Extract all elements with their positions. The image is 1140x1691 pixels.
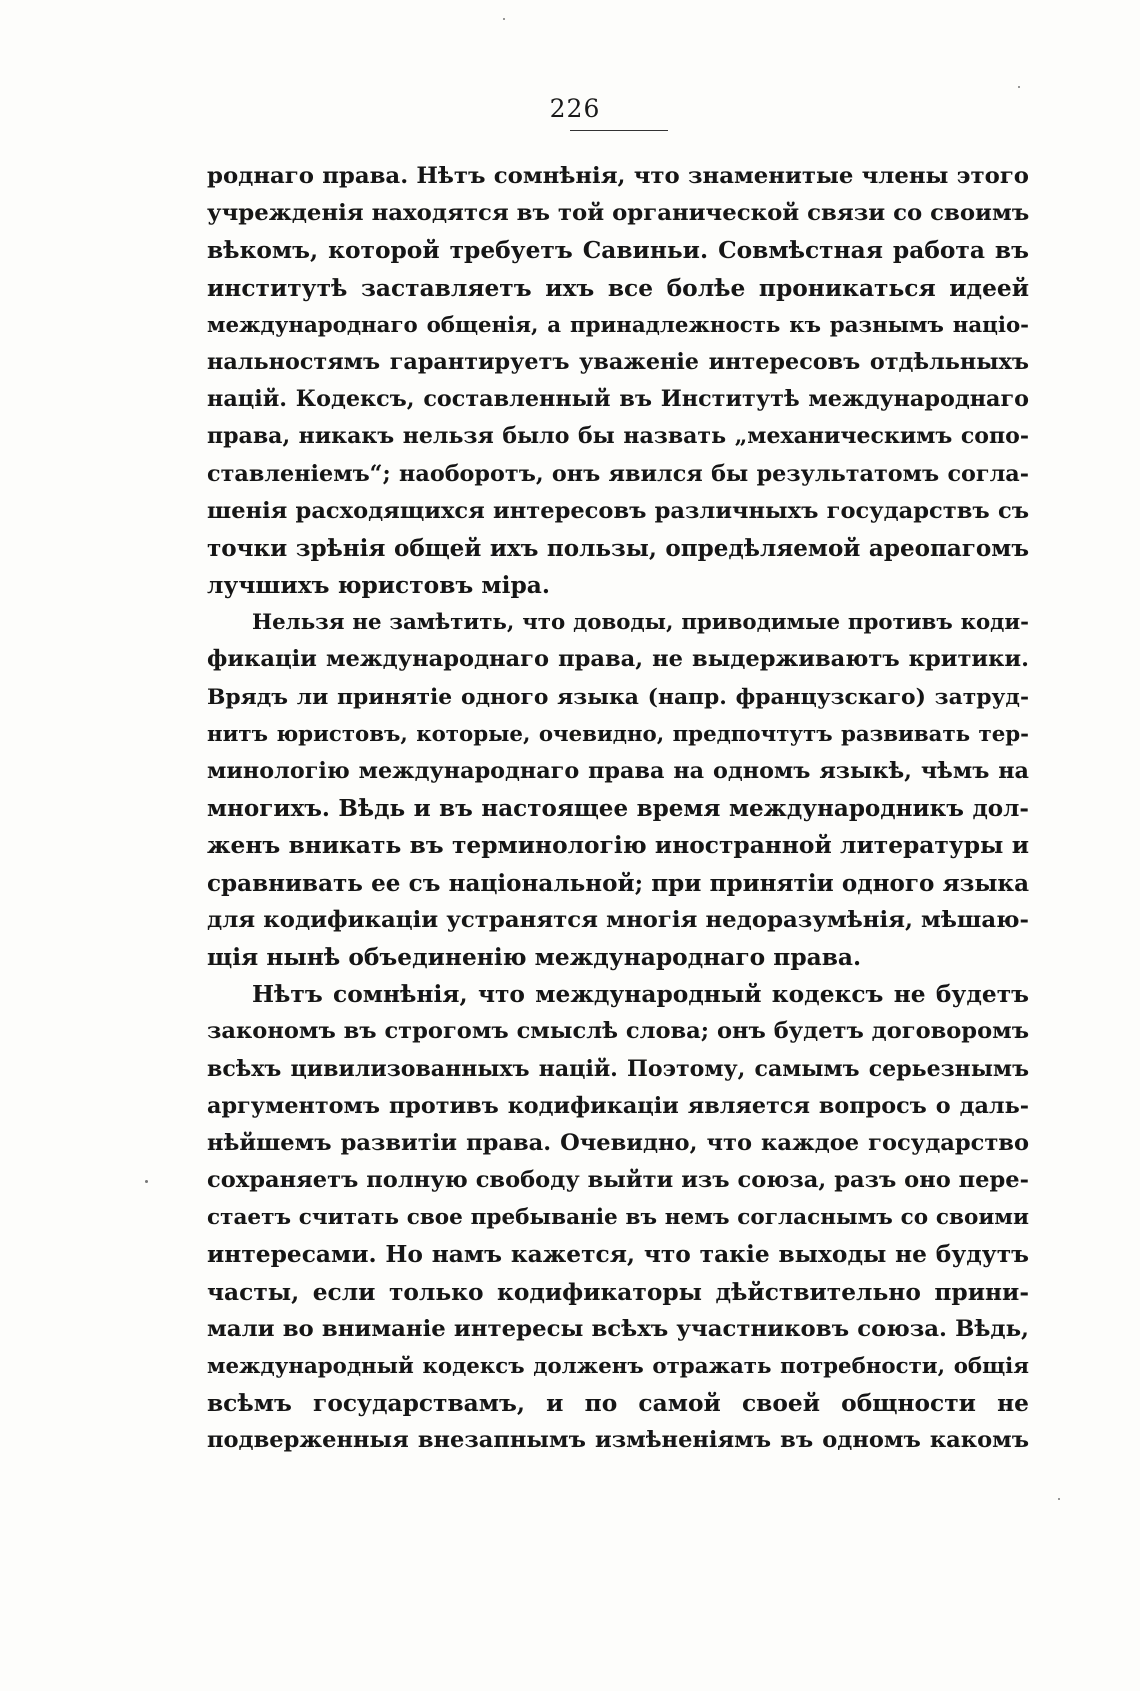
text-line: многихъ. Вѣдь и въ настоящее время международникъ дол- — [207, 795, 1029, 823]
text-line: мали во вниманіе интересы всѣхъ участниковъ союза. Вѣдь, — [207, 1315, 1029, 1342]
page-number: 226 — [549, 94, 601, 123]
text-line: фикаціи международнаго права, не выдерживаютъ критики. — [207, 646, 1029, 673]
text-line: сравнивать ее съ національной; при принятіи одного языка — [207, 869, 1029, 897]
scan-speck — [503, 18, 505, 20]
text-line: учрежденія находятся въ той органической связи со своимъ — [207, 200, 1029, 227]
text-line: Врядъ ли принятіе одного языка (напр. французскаго) затруд- — [207, 684, 1029, 710]
text-line: женъ вникать въ терминологію иностранной литературы и — [207, 832, 1029, 860]
text-line: нитъ юристовъ, которые, очевидно, предпочтутъ развивать тер- — [207, 721, 1029, 747]
text-line: права, никакъ нельзя было бы назвать „механическимъ сопо- — [207, 423, 1029, 450]
text-line: для кодификаціи устранятся многія недоразумѣнія, мѣшаю- — [207, 906, 1029, 933]
text-line: націй. Кодексъ, составленный въ Институтѣ международнаго — [207, 386, 1029, 413]
text-line: институтѣ заставляетъ ихъ все болѣе проникаться идеей — [207, 274, 1029, 302]
text-line: интересами. Но намъ кажется, что такіе выходы не будутъ — [207, 1241, 1029, 1269]
text-line: вѣкомъ, которой требуетъ Савиньи. Совмѣстная работа въ — [207, 237, 1029, 265]
body-text — [207, 158, 1029, 1460]
text-line: международный кодексъ долженъ отражать потребности, общія — [207, 1354, 1029, 1379]
text-line: нѣйшемъ развитіи права. Очевидно, что каждое государство — [207, 1129, 1029, 1156]
text-line: стаетъ считать свое пребываніе въ немъ согласнымъ со своими — [207, 1205, 1029, 1231]
text-line: ставленіемъ“; наоборотъ, онъ явился бы результатомъ согла- — [207, 460, 1029, 487]
text-line: нальностямъ гарантируетъ уваженіе интересовъ отдѣльныхъ — [207, 348, 1029, 375]
page-number-rule — [570, 130, 668, 131]
text-line: часты, если только кодификаторы дѣйствительно прини- — [207, 1278, 1029, 1306]
text-line: роднаго права. Нѣтъ сомнѣнія, что знаменитые члены этого — [207, 163, 1029, 189]
scan-speck — [145, 1180, 148, 1183]
scan-speck — [1058, 1498, 1060, 1500]
text-line: щія нынѣ объединенію международнаго права. — [207, 943, 862, 971]
text-line: точки зрѣнія общей ихъ пользы, опредѣляемой ареопагомъ — [207, 534, 1029, 562]
text-line: шенія расходящихся интересовъ различныхъ государствъ съ — [207, 497, 1029, 524]
text-line: всѣхъ цивилизованныхъ націй. Поэтому, самымъ серьезнымъ — [207, 1055, 1029, 1082]
text-line: подверженныя внезапнымъ измѣненіямъ въ одномъ какомъ — [207, 1427, 1029, 1454]
text-line: лучшихъ юристовъ міра. — [207, 572, 550, 600]
text-line: минологію международнаго права на одномъ языкѣ, чѣмъ на — [207, 758, 1029, 784]
text-line: Нѣтъ сомнѣнія, что международный кодексъ не будетъ — [252, 981, 1029, 1009]
text-line: закономъ въ строгомъ смыслѣ слова; онъ будетъ договоромъ — [207, 1018, 1029, 1045]
text-line: сохраняетъ полную свободу выйти изъ союза, разъ оно пере- — [207, 1167, 1029, 1194]
text-line: аргументомъ противъ кодификаціи является вопросъ о даль- — [207, 1092, 1029, 1119]
text-line: Нельзя не замѣтить, что доводы, приводимые противъ коди- — [252, 610, 1029, 636]
text-line: международнаго общенія, а принадлежность къ разнымъ націо- — [207, 312, 1029, 338]
text-line: всѣмъ государствамъ, и по самой своей общности не — [207, 1390, 1029, 1418]
scan-speck — [1018, 86, 1020, 88]
